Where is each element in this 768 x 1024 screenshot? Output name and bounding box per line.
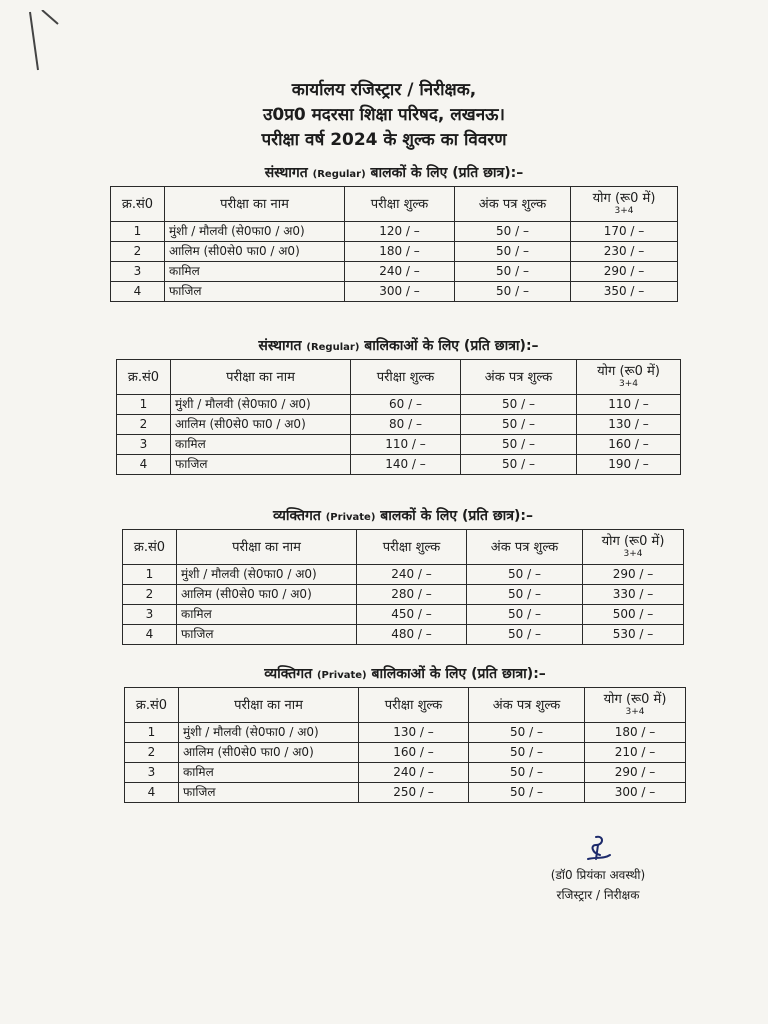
col-name: परीक्षा का नाम — [177, 530, 357, 565]
document-title: परीक्षा वर्ष 2024 के शुल्क का विवरण — [261, 130, 507, 150]
cell-total: 180 / – — [585, 723, 686, 743]
section-title: व्यक्तिगत (Private) बालकों के लिए (प्रति छात्र):– — [272, 508, 534, 524]
cell-exam-fee: 120 / – — [345, 222, 455, 242]
cell-marksheet-fee: 50 / – — [469, 783, 585, 803]
cell-total: 160 / – — [577, 435, 681, 455]
cell-sn: 2 — [117, 415, 171, 435]
cell-name: फाजिल — [171, 455, 351, 475]
cell-name: फाजिल — [165, 282, 345, 302]
table-row — [123, 565, 684, 585]
cell-name: कामिल — [179, 763, 359, 783]
cell-sn: 3 — [111, 262, 165, 282]
table-header-row — [125, 688, 686, 723]
table-row — [125, 783, 686, 803]
fold-mark-icon — [28, 10, 68, 80]
cell-total: 300 / – — [585, 783, 686, 803]
table-row — [125, 763, 686, 783]
table-row — [117, 415, 681, 435]
col-total: योग (रू0 में) 3+4 — [577, 360, 681, 395]
cell-marksheet-fee: 50 / – — [467, 605, 583, 625]
cell-total: 130 / – — [577, 415, 681, 435]
cell-total: 500 / – — [583, 605, 684, 625]
col-total: योग (रू0 में) 3+4 — [583, 530, 684, 565]
cell-sn: 4 — [125, 783, 179, 803]
col-exam-fee: परीक्षा शुल्क — [359, 688, 469, 723]
cell-sn: 1 — [111, 222, 165, 242]
signature-block — [528, 833, 668, 905]
col-name: परीक्षा का नाम — [165, 187, 345, 222]
col-name: परीक्षा का नाम — [179, 688, 359, 723]
cell-exam-fee: 140 / – — [351, 455, 461, 475]
fee-section-private-girls — [124, 664, 686, 803]
table-row — [125, 723, 686, 743]
cell-sn: 4 — [111, 282, 165, 302]
table-row — [111, 222, 678, 242]
col-total: योग (रू0 में) 3+4 — [585, 688, 686, 723]
cell-sn: 2 — [111, 242, 165, 262]
col-name: परीक्षा का नाम — [171, 360, 351, 395]
cell-name: आलिम (सी0से0 फा0 / अ0) — [165, 242, 345, 262]
col-sn: क्र.सं0 — [123, 530, 177, 565]
col-exam-fee: परीक्षा शुल्क — [357, 530, 467, 565]
section-title: संस्थागत (Regular) बालकों के लिए (प्रति छात्र):– — [264, 165, 524, 181]
cell-exam-fee: 80 / – — [351, 415, 461, 435]
cell-marksheet-fee: 50 / – — [469, 763, 585, 783]
cell-marksheet-fee: 50 / – — [467, 565, 583, 585]
col-total: योग (रू0 में) 3+4 — [571, 187, 678, 222]
section-title: संस्थागत (Regular) बालिकाओं के लिए (प्रति छात्रा):– — [258, 338, 539, 354]
cell-name: मुंशी / मौलवी (से0फा0 / अ0) — [165, 222, 345, 242]
cell-name: कामिल — [171, 435, 351, 455]
cell-sn: 1 — [117, 395, 171, 415]
cell-marksheet-fee: 50 / – — [469, 743, 585, 763]
cell-name: आलिम (सी0से0 फा0 / अ0) — [179, 743, 359, 763]
cell-name: मुंशी / मौलवी (से0फा0 / अ0) — [171, 395, 351, 415]
cell-sn: 3 — [123, 605, 177, 625]
table-row — [123, 625, 684, 645]
table-row — [117, 435, 681, 455]
cell-total: 290 / – — [583, 565, 684, 585]
cell-marksheet-fee: 50 / – — [461, 435, 577, 455]
col-marksheet-fee: अंक पत्र शुल्क — [461, 360, 577, 395]
cell-total: 230 / – — [571, 242, 678, 262]
cell-sn: 4 — [117, 455, 171, 475]
cell-exam-fee: 240 / – — [359, 763, 469, 783]
col-exam-fee: परीक्षा शुल्क — [345, 187, 455, 222]
cell-sn: 1 — [123, 565, 177, 585]
office-title: कार्यालय रजिस्ट्रार / निरीक्षक, — [291, 80, 477, 100]
cell-exam-fee: 280 / – — [357, 585, 467, 605]
cell-name: आलिम (सी0से0 फा0 / अ0) — [177, 585, 357, 605]
fee-section-regular-boys — [110, 163, 678, 302]
cell-name: कामिल — [165, 262, 345, 282]
cell-name: आलिम (सी0से0 फा0 / अ0) — [171, 415, 351, 435]
cell-marksheet-fee: 50 / – — [455, 222, 571, 242]
table-row — [123, 585, 684, 605]
cell-name: मुंशी / मौलवी (से0फा0 / अ0) — [179, 723, 359, 743]
col-sn: क्र.सं0 — [125, 688, 179, 723]
table-row — [117, 395, 681, 415]
cell-exam-fee: 180 / – — [345, 242, 455, 262]
cell-name: कामिल — [177, 605, 357, 625]
cell-total: 110 / – — [577, 395, 681, 415]
cell-marksheet-fee: 50 / – — [467, 625, 583, 645]
cell-total: 170 / – — [571, 222, 678, 242]
cell-exam-fee: 60 / – — [351, 395, 461, 415]
cell-total: 290 / – — [585, 763, 686, 783]
cell-total: 350 / – — [571, 282, 678, 302]
cell-total: 530 / – — [583, 625, 684, 645]
fee-table — [122, 529, 684, 645]
cell-total: 190 / – — [577, 455, 681, 475]
cell-marksheet-fee: 50 / – — [467, 585, 583, 605]
cell-sn: 2 — [123, 585, 177, 605]
col-sn: क्र.सं0 — [111, 187, 165, 222]
cell-exam-fee: 300 / – — [345, 282, 455, 302]
section-title: व्यक्तिगत (Private) बालिकाओं के लिए (प्रति छात्रा):– — [264, 666, 546, 682]
council-name: उ0प्र0 मदरसा शिक्षा परिषद, लखनऊ। — [263, 105, 505, 125]
cell-exam-fee: 240 / – — [357, 565, 467, 585]
col-exam-fee: परीक्षा शुल्क — [351, 360, 461, 395]
cell-marksheet-fee: 50 / – — [469, 723, 585, 743]
col-sn: क्र.सं0 — [117, 360, 171, 395]
cell-marksheet-fee: 50 / – — [455, 262, 571, 282]
table-row — [111, 262, 678, 282]
cell-total: 290 / – — [571, 262, 678, 282]
cell-name: मुंशी / मौलवी (से0फा0 / अ0) — [177, 565, 357, 585]
cell-marksheet-fee: 50 / – — [455, 242, 571, 262]
table-row — [117, 455, 681, 475]
fee-section-regular-girls — [116, 336, 681, 475]
cell-sn: 1 — [125, 723, 179, 743]
table-row — [111, 242, 678, 262]
cell-exam-fee: 450 / – — [357, 605, 467, 625]
table-header-row — [123, 530, 684, 565]
cell-exam-fee: 110 / – — [351, 435, 461, 455]
cell-total: 210 / – — [585, 743, 686, 763]
cell-marksheet-fee: 50 / – — [455, 282, 571, 302]
table-header-row — [111, 187, 678, 222]
fee-table — [124, 687, 686, 803]
cell-marksheet-fee: 50 / – — [461, 415, 577, 435]
cell-name: फाजिल — [177, 625, 357, 645]
signatory-name: (डॉ0 प्रियंका अवस्थी) — [550, 868, 646, 882]
col-marksheet-fee: अंक पत्र शुल्क — [469, 688, 585, 723]
col-marksheet-fee: अंक पत्र शुल्क — [455, 187, 571, 222]
cell-exam-fee: 130 / – — [359, 723, 469, 743]
signatory-designation: रजिस्ट्रार / निरीक्षक — [556, 888, 640, 902]
table-row — [125, 743, 686, 763]
signature-icon — [578, 833, 618, 863]
cell-exam-fee: 250 / – — [359, 783, 469, 803]
fee-table — [116, 359, 681, 475]
table-row — [123, 605, 684, 625]
cell-sn: 2 — [125, 743, 179, 763]
cell-sn: 3 — [117, 435, 171, 455]
cell-exam-fee: 240 / – — [345, 262, 455, 282]
cell-exam-fee: 160 / – — [359, 743, 469, 763]
cell-marksheet-fee: 50 / – — [461, 395, 577, 415]
fee-table — [110, 186, 678, 302]
cell-name: फाजिल — [179, 783, 359, 803]
fee-section-private-boys — [122, 506, 684, 645]
cell-marksheet-fee: 50 / – — [461, 455, 577, 475]
document-header — [0, 78, 768, 153]
col-marksheet-fee: अंक पत्र शुल्क — [467, 530, 583, 565]
table-header-row — [117, 360, 681, 395]
cell-sn: 4 — [123, 625, 177, 645]
cell-sn: 3 — [125, 763, 179, 783]
table-row — [111, 282, 678, 302]
cell-exam-fee: 480 / – — [357, 625, 467, 645]
cell-total: 330 / – — [583, 585, 684, 605]
